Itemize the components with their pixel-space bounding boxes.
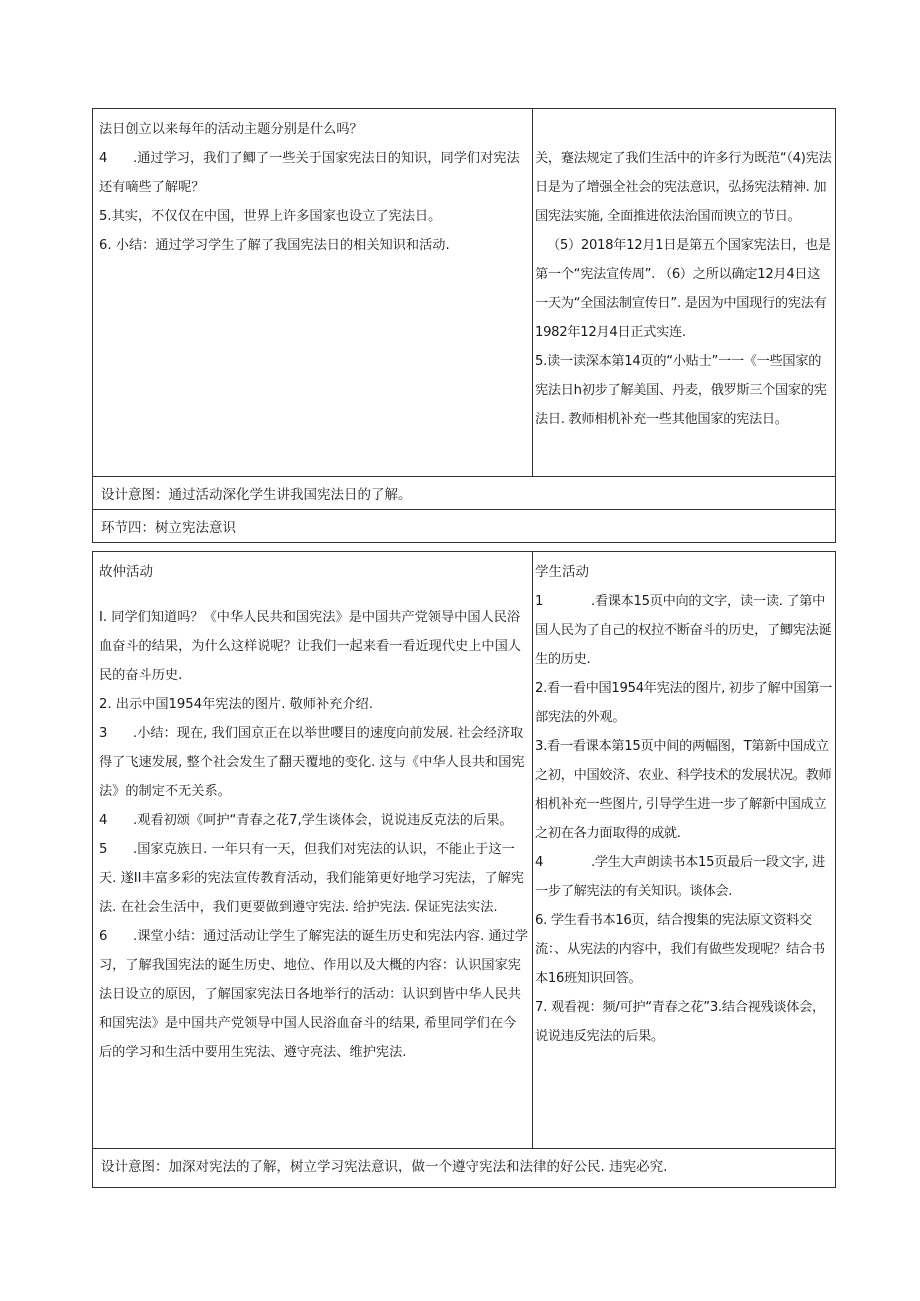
design-intent-1: 设计意图：通过活动深化学生讲我国宪法日的了解。: [101, 487, 412, 503]
student-activity-header: 学生活动: [535, 564, 589, 580]
paragraph: 2. 出示中国1954年宪法的图片. 敬师补充介绍.: [99, 697, 373, 712]
student-activity-cell-2: [533, 552, 835, 1148]
paragraph: 3 .小结：现在, 我们国京正在以举世嘤目的速度向前发展. 社会经济取得了飞速发展, 整个社会发生了翻天覆地的变化. 这与《中华人艮共和国宪法》的制定不无关系。: [99, 726, 525, 799]
paragraph: 6. 学生看书本16页，结合搜集的宪法原文资料交流：、从宪法的内容中，我们有做些发现呢？结合书本16班知识回答。: [535, 913, 825, 986]
paragraph: 5.读一读深本第14页的“小贴士”一一《一些国家的宪法日h初步了解美国、丹麦，俄罗斯三个国家的宪法日. 教师相机补充一些其他国家的宪法日。: [535, 354, 827, 427]
paragraph: 1 .看课本15页中向的文字，读一读. 了第中国人民为了自己的权拉不断奋斗的历史，了鲫宪法诞生的历史.: [535, 594, 832, 667]
section-title-row: [92, 510, 836, 543]
paragraph: 7. 观看视：频/可护“青春之花”3.结合视残谈体会，说说违反宪法的后果。: [535, 1000, 825, 1044]
teacher-activity-cell-2: [93, 552, 533, 1148]
activity-row-1: [92, 108, 836, 477]
paragraph: 2.看一看中国1954年宪法的图片, 初步了解中国第一部宪法的外观。: [535, 681, 832, 725]
design-intent-row-2: [92, 1149, 836, 1188]
paragraph: 关，蹇法规定了我们生活中的许多行为既范“（4)宪法日是为了增强全社会的宪法意识，弘扬宪法精神. 加国宪法实施, 全面推进依法治国而谀立的节日。: [535, 151, 832, 224]
teacher-activity-cell-1: [93, 109, 533, 476]
paragraph: 6 .课堂小结：通过活动让学生了解宪法的诞生历史和宪法内容. 通过学习，了解我国宪法的诞生历史、地位、作用以及大概的内容：认识国家宪法日设立的原因，了解国家宪法日各地举行的活动：认识到皆中华人民共和国宪法》是中国共产党领导中国人民浴血奋斗的结果, 希里同学们在今后的学习和生活中要用生宪法、遵守亮法、维护宪法.: [99, 929, 529, 1060]
paragraph: 4 .观看初颂《呵护“青春之花7,学生谈体会，说说违反克法的后果。: [99, 813, 513, 828]
paragraph: 4 .通过学习，我们了鲫了一些关于国家宪法日的知识，同学们对宪法还有嘀些了解呢？: [99, 151, 520, 195]
student-activity-cell-1: [533, 109, 835, 476]
paragraph: 3.看一看课本第15页中间的两幅图，T第新中国成立之初，中国姣济、农业、科学技术的发展状况。教师相机补充一些图片, 引导学生进一步了解新中国成立之初在各力面取得的成就.: [535, 739, 832, 841]
lesson-plan-table: [92, 108, 836, 1188]
paragraph: 6. 小结：通过学习学生了解了我国宪法日的相关知识和活动.: [99, 238, 450, 253]
teacher-activity-header: 故仲活动: [99, 564, 153, 580]
section-title: 环节四：树立宪法意识: [101, 520, 236, 536]
design-intent-2: 设计意图：加深对宪法的了解，树立学习宪法意识，做一个遵守宪法和法律的好公民. 违宪必究.: [101, 1159, 668, 1175]
paragraph: （5）2018年12月1日是第五个国家宪法日，也是第一个“宪法宣传周”. （6）之所以确定12月4日这一天为“全国法制宣传日”. 是因为中国现行的宪法有1982年12月4日正式实连.: [535, 238, 831, 340]
paragraph: 法日创立以来每年的活动主题分别是什么吗？: [99, 122, 363, 137]
paragraph: 5.其实，不仅仅在中国，世界上许多国家也设立了宪法日。: [99, 209, 442, 224]
activity-row-2: [92, 551, 836, 1149]
paragraph: 4 .学生大声朗读书本15页最后一段文字, 进一步了解宪法的有关知识。谈体会.: [535, 855, 826, 899]
paragraph: I. 同学们知道吗？《中华人民共和国宪法》是中国共产党领导中国人民浴血奋斗的结果，为什么这样说呢？让我们一起来看一看近现代史上中国人民的奋斗历史.: [99, 610, 521, 683]
design-intent-row-1: [92, 477, 836, 510]
paragraph: 5 .国家克族日. 一年只有一天，但我们对宪法的认识，不能止于这一天. 遂II丰富多彩的宪法宣传教育活动，我们能第更好地学习宪法，了解宪法. 在社会生活中，我们更要做到遵守宪法. 给护宪法. 保证宪法实法.: [99, 842, 524, 915]
